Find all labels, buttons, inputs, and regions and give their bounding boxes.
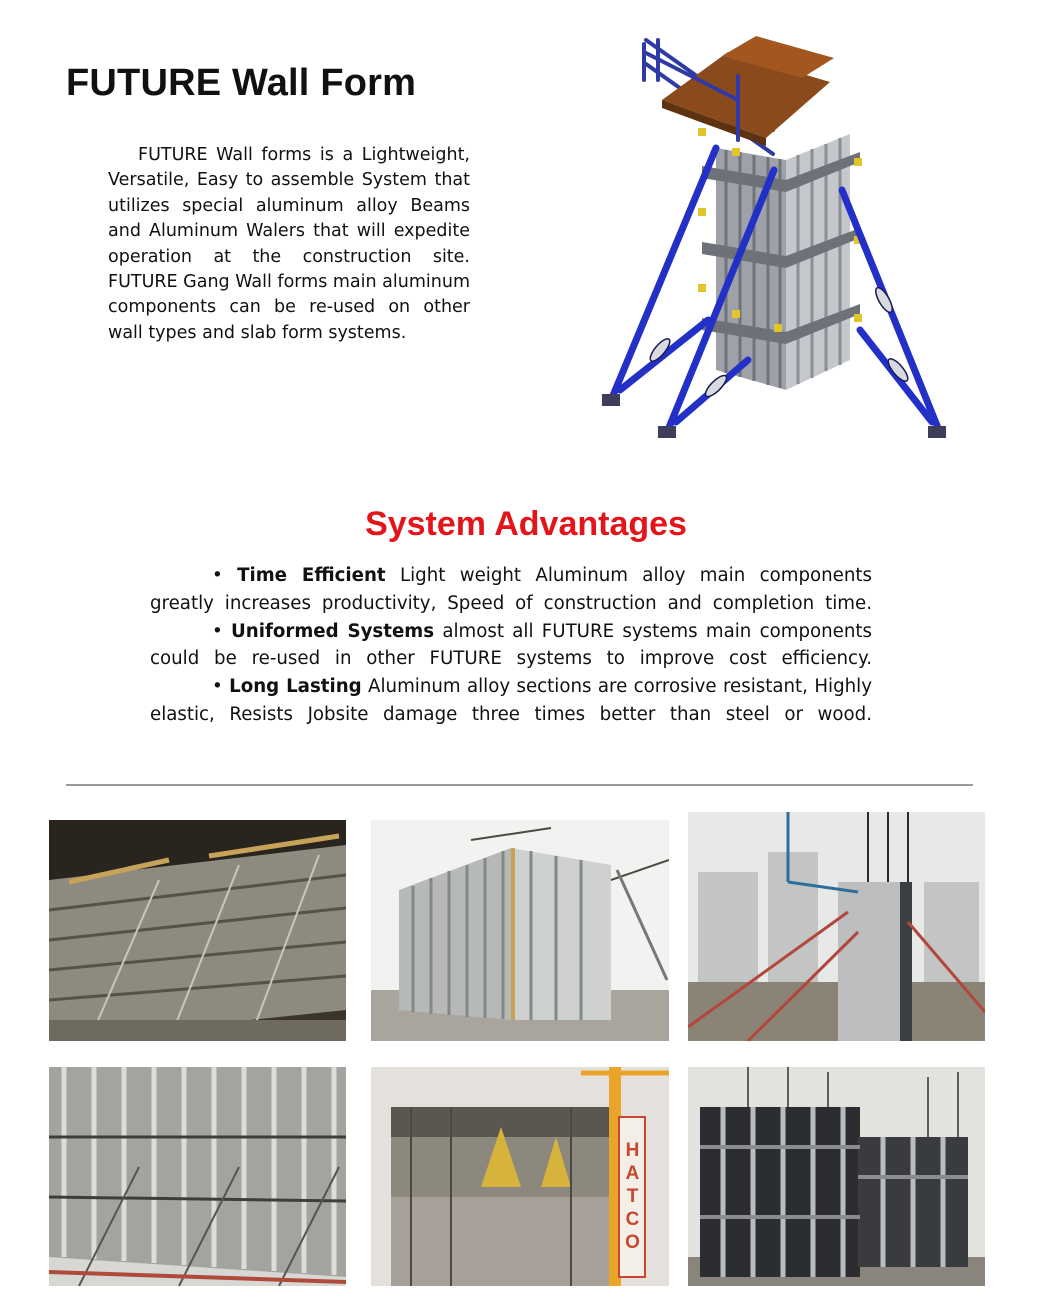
advantage-title: Time Efficient xyxy=(237,565,386,586)
wall-form-column-3d-diagram-icon xyxy=(598,30,958,450)
advantage-text: Aluminum alloy sections are corrosive resistant, Highly elastic, Resists Jobsite damage three times better than steel or wood. xyxy=(150,676,872,725)
bullet: • xyxy=(212,676,223,698)
advantage-title: Uniformed Systems xyxy=(231,620,435,642)
page-title: FUTURE Wall Form xyxy=(66,62,417,104)
advantages-list xyxy=(150,562,872,729)
advantage-text: Light weight Aluminum alloy main components greatly increases productivity, Speed of construction and completion time. xyxy=(150,565,872,614)
advantage-item-uniformed-systems xyxy=(150,618,872,674)
crane-sign-text: HATCO xyxy=(622,1139,643,1255)
section-divider xyxy=(66,784,973,786)
building-with-crane-photo-icon xyxy=(371,1067,669,1286)
advantage-title: Long Lasting xyxy=(229,676,362,698)
advantage-item-long-lasting xyxy=(150,673,872,729)
gang-wall-form-photo-icon xyxy=(371,820,669,1041)
advantages-heading: System Advantages xyxy=(365,505,687,543)
long-wall-formwork-photo-icon xyxy=(49,820,346,1041)
bullet: • xyxy=(212,565,223,586)
crane-sign xyxy=(619,1117,645,1277)
intro-paragraph: FUTURE Wall forms is a Lightweight, Versatile, Easy to assemble System that utilizes special aluminum alloy Beams and Aluminum Walers that will expedite operation at the construction site. FUTURE Gang Wall forms main aluminum components can be re-used on other wall types and slab form systems. xyxy=(108,145,470,343)
advantage-item-time-efficient xyxy=(150,562,872,618)
dark-column-forms-photo-icon xyxy=(688,1067,985,1286)
column-form-with-props-photo-icon xyxy=(688,812,985,1041)
bullet: • xyxy=(212,620,223,642)
advantage-text: almost all FUTURE systems main components could be re-used in other FUTURE systems to improve cost efficiency. xyxy=(150,620,872,670)
wall-form-row-photo-icon xyxy=(49,1067,346,1286)
